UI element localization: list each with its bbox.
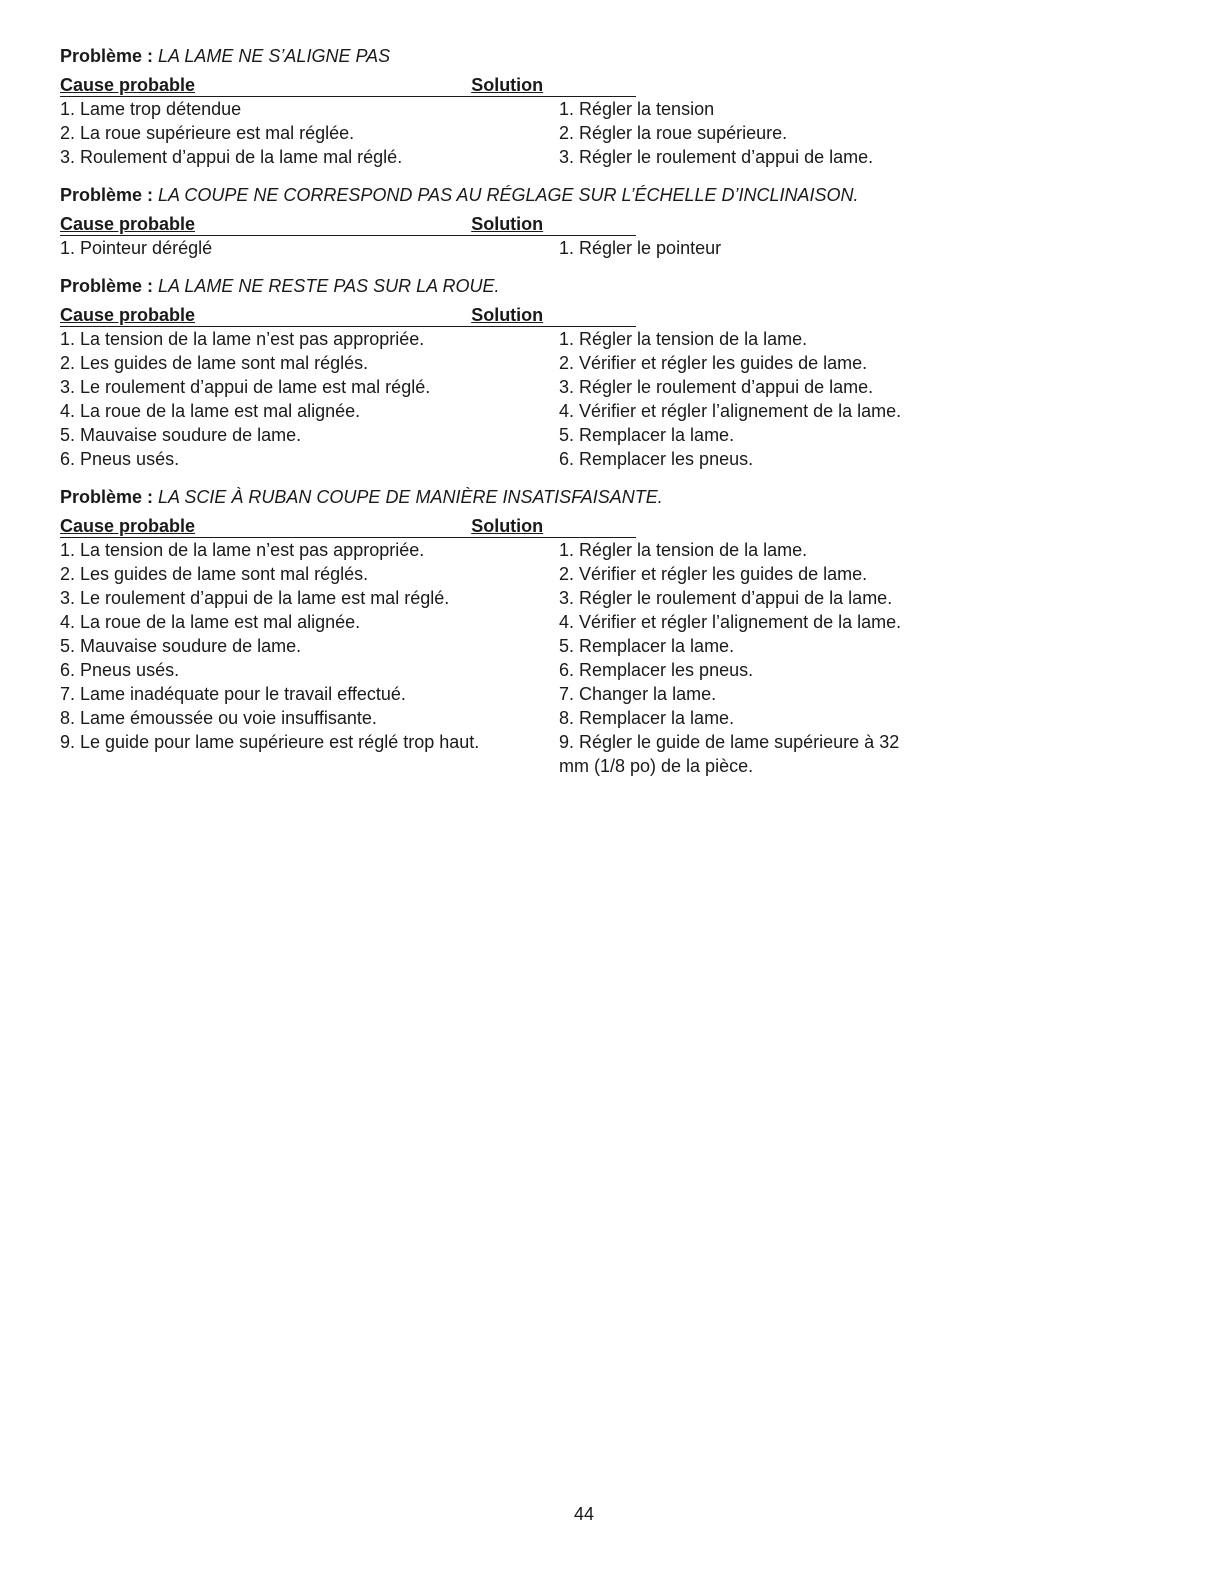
problem-text: LA LAME NE S’ALIGNE PAS [158,46,391,66]
solution-cell: 1. Régler la tension [559,99,715,119]
cause-cell: 6. Pneus usés. [60,449,180,469]
solution-cell: 4. Vérifier et régler l’alignement de la lame. [559,612,902,632]
problem-label: Problème : [60,185,154,205]
cause-cell: 4. La roue de la lame est mal alignée. [60,401,361,421]
problem-label: Problème : [60,487,154,507]
table-header [60,213,636,236]
solution-cell: 7. Changer la lame. [559,684,717,704]
solution-cell: 1. Régler la tension de la lame. [559,540,808,560]
table-row [60,538,940,562]
cause-header: Cause probable [60,516,196,536]
table-row [60,447,940,471]
cause-cell: 6. Pneus usés. [60,660,180,680]
troubleshooting-content [60,44,940,792]
cause-cell: 2. Les guides de lame sont mal réglés. [60,564,369,584]
solution-cell: 8. Remplacer la lame. [559,708,735,728]
table-row [60,610,940,634]
cause-cell: 5. Mauvaise soudure de lame. [60,636,302,656]
solution-header: Solution [471,75,544,95]
table-row [60,399,940,423]
table-header [60,304,636,327]
solution-cell: 3. Régler le roulement d’appui de la lame. [559,588,893,608]
table-row [60,586,940,610]
solution-cell: 5. Remplacer la lame. [559,425,735,445]
cause-cell: 7. Lame inadéquate pour le travail effectué. [60,684,406,704]
table-row [60,145,940,169]
problem-title [60,274,940,298]
table-header [60,74,636,97]
solution-header: Solution [471,516,544,536]
cause-cell: 3. Le roulement d’appui de lame est mal réglé. [60,377,431,397]
table-row [60,658,940,682]
solution-header: Solution [471,305,544,325]
cause-cell: 2. La roue supérieure est mal réglée. [60,123,355,143]
table-row [60,634,940,658]
solution-header: Solution [471,214,544,234]
problem-title [60,183,940,207]
problem-section [60,274,940,471]
cause-cell: 9. Le guide pour lame supérieure est réglé trop haut. [60,732,480,752]
cause-cell: 1. La tension de la lame n’est pas appropriée. [60,329,425,349]
solution-cell: 1. Régler le pointeur [559,238,722,258]
problem-section [60,485,940,778]
table-row [60,375,940,399]
problem-section [60,44,940,169]
table-row [60,423,940,447]
cause-cell: 8. Lame émoussée ou voie insuffisante. [60,708,377,728]
table-row [60,730,940,778]
cause-cell: 4. La roue de la lame est mal alignée. [60,612,361,632]
solution-cell: 4. Vérifier et régler l’alignement de la lame. [559,401,902,421]
solution-cell: 1. Régler la tension de la lame. [559,329,808,349]
problem-text: LA COUPE NE CORRESPOND PAS AU RÉGLAGE SUR L’ÉCHELLE D’INCLINAISON. [158,185,859,205]
solution-cell: 9. Régler le guide de lame supérieure à 32 mm (1/8 po) de la pièce. [559,732,900,776]
page-number: 44 [573,1504,595,1524]
problem-label: Problème : [60,276,154,296]
table-row [60,351,940,375]
table-row [60,236,940,260]
table-row [60,97,940,121]
solution-cell: 2. Régler la roue supérieure. [559,123,788,143]
cause-cell: 1. Pointeur déréglé [60,238,213,258]
problem-label: Problème : [60,46,154,66]
solution-cell: 6. Remplacer les pneus. [559,660,754,680]
solution-cell: 2. Vérifier et régler les guides de lame. [559,564,868,584]
solution-cell: 5. Remplacer la lame. [559,636,735,656]
cause-header: Cause probable [60,75,196,95]
problem-title [60,44,940,68]
problem-title [60,485,940,509]
cause-cell: 3. Roulement d’appui de la lame mal réglé. [60,147,403,167]
cause-cell: 2. Les guides de lame sont mal réglés. [60,353,369,373]
table-row [60,327,940,351]
solution-cell: 2. Vérifier et régler les guides de lame. [559,353,868,373]
solution-cell: 3. Régler le roulement d’appui de lame. [559,147,874,167]
solution-cell: 6. Remplacer les pneus. [559,449,754,469]
table-row [60,682,940,706]
problem-section [60,183,940,260]
cause-cell: 5. Mauvaise soudure de lame. [60,425,302,445]
cause-cell: 3. Le roulement d’appui de la lame est mal réglé. [60,588,450,608]
table-row [60,706,940,730]
cause-header: Cause probable [60,214,196,234]
solution-cell: 3. Régler le roulement d’appui de lame. [559,377,874,397]
table-header [60,515,636,538]
problem-text: LA LAME NE RESTE PAS SUR LA ROUE. [158,276,500,296]
cause-header: Cause probable [60,305,196,325]
problem-text: LA SCIE À RUBAN COUPE DE MANIÈRE INSATISFAISANTE. [158,487,663,507]
table-row [60,121,940,145]
cause-cell: 1. La tension de la lame n’est pas appropriée. [60,540,425,560]
table-row [60,562,940,586]
cause-cell: 1. Lame trop détendue [60,99,242,119]
